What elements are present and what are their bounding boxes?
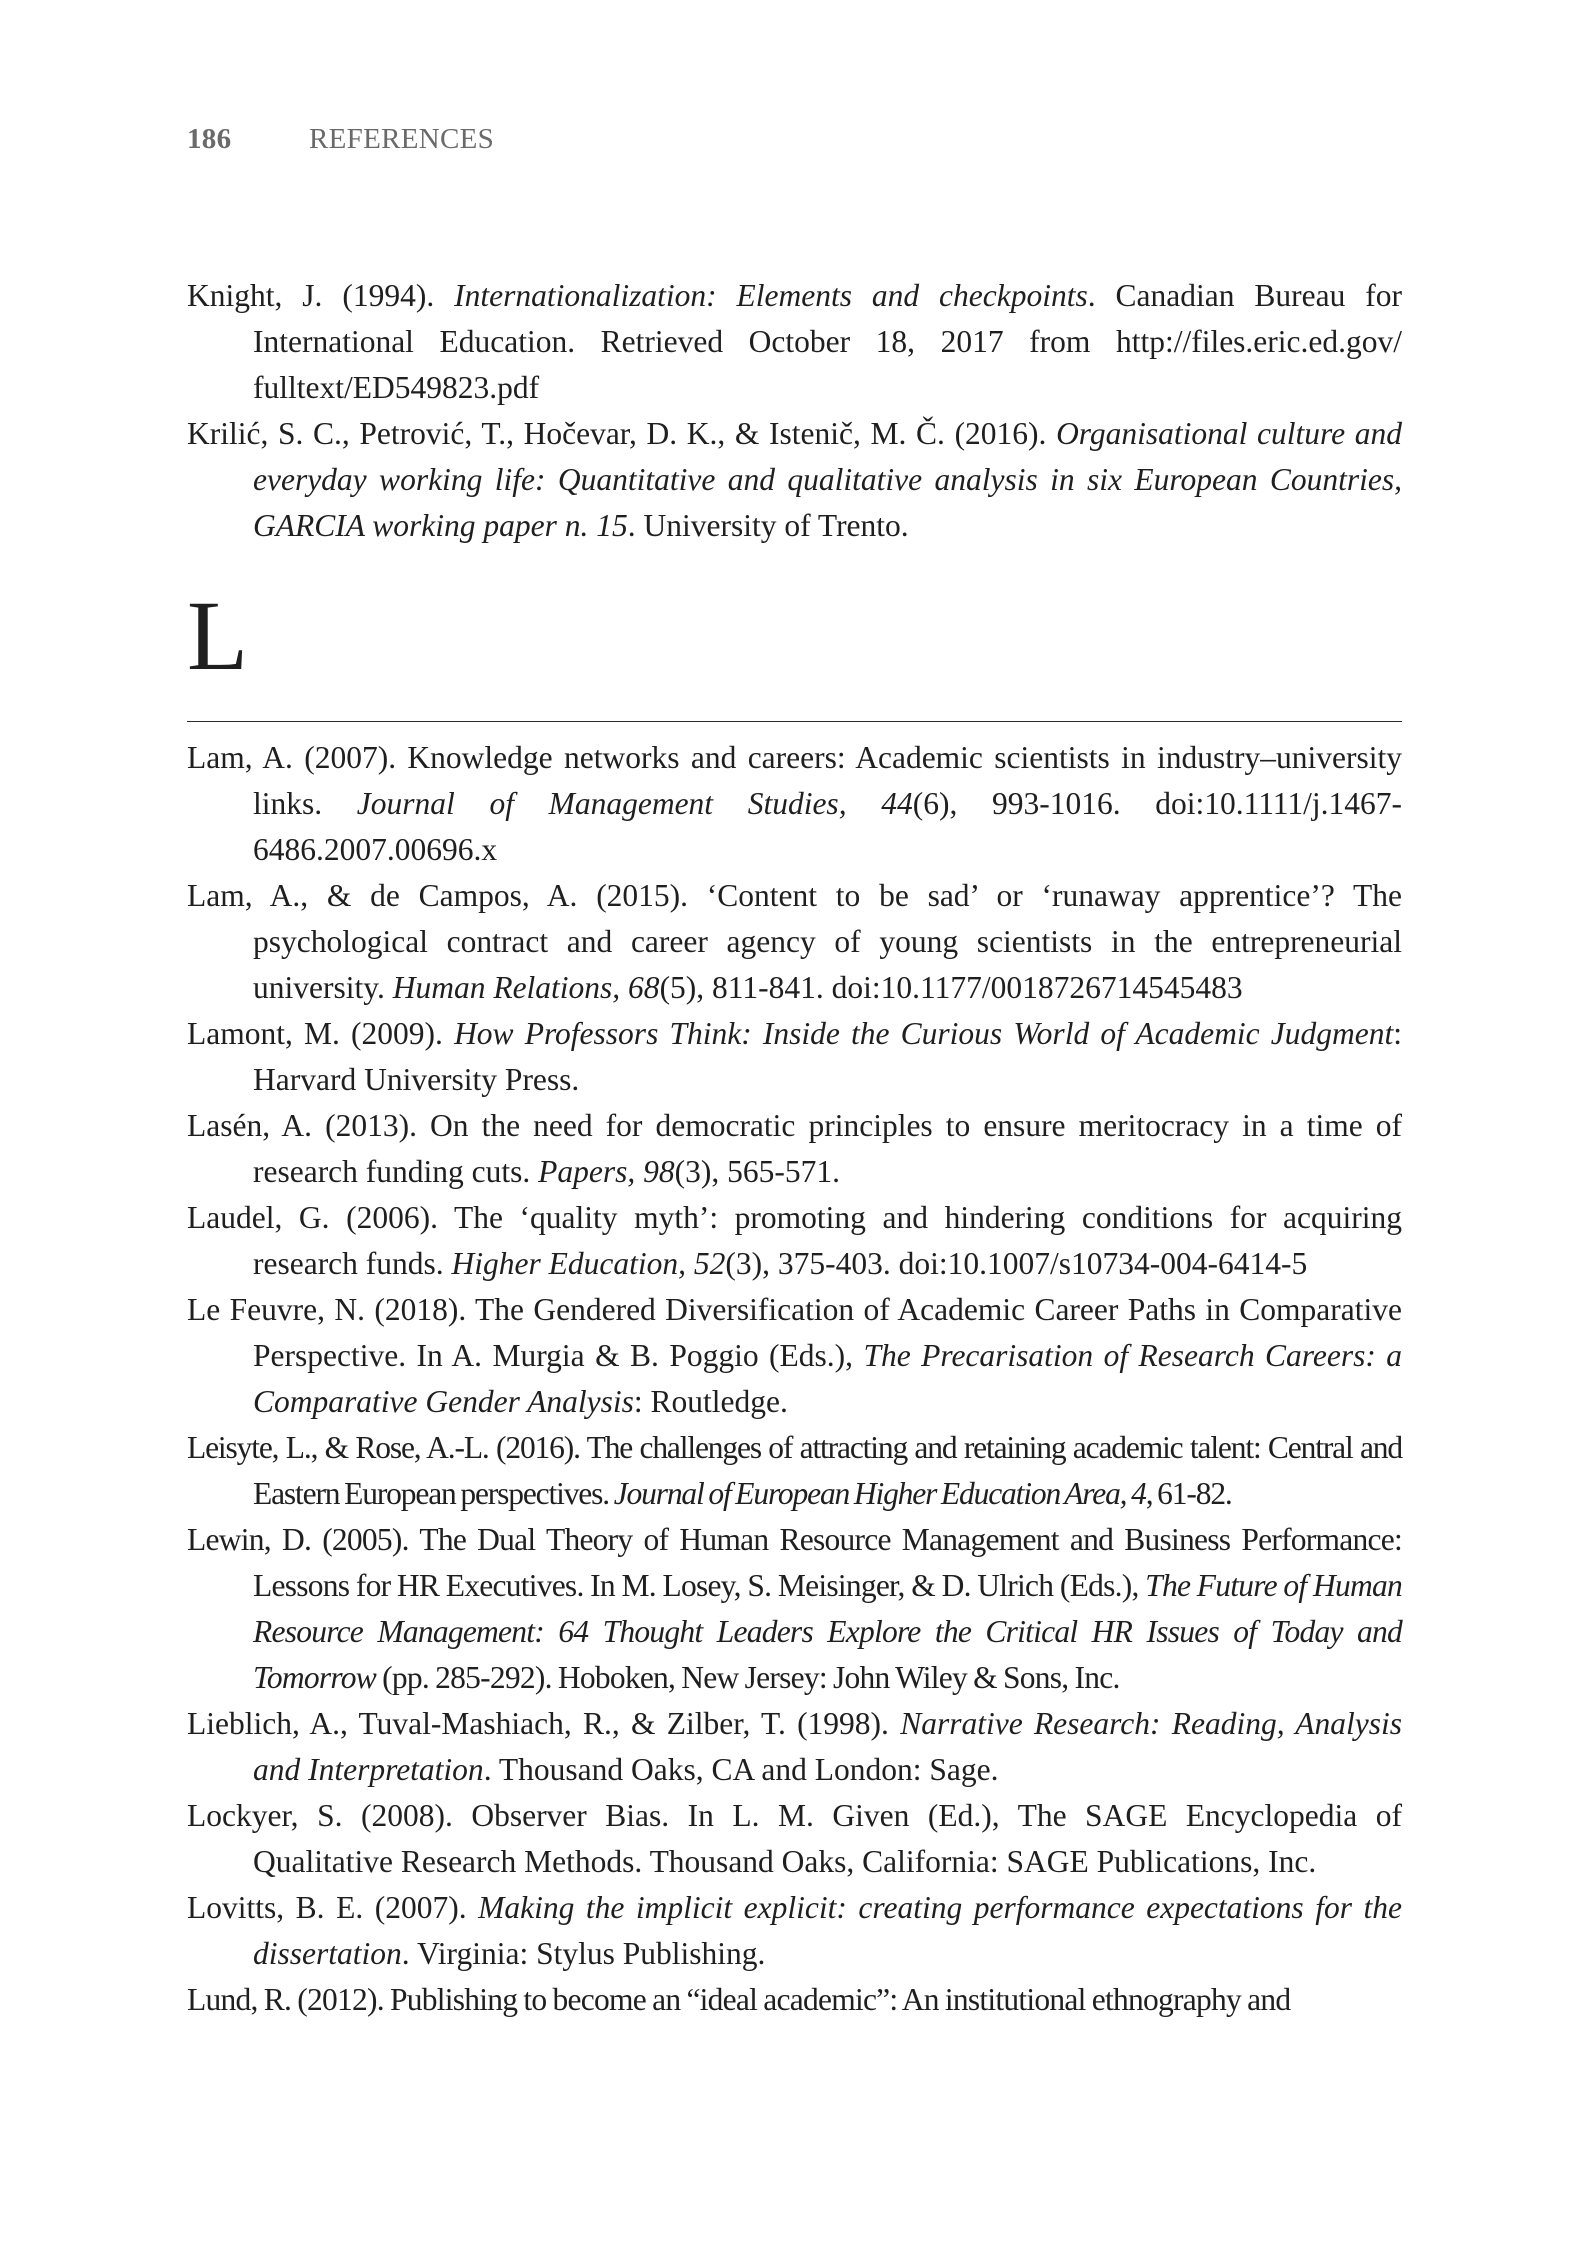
running-header-section: REFERENCES — [309, 123, 495, 155]
reference-entry: Lovitts, B. E. (2007). Making the implicit explicit: creating performance expectations for the dissertation. Virginia: Stylus Publishing. — [187, 1890, 1402, 1971]
reference-entry: Leisyte, L., & Rose, A.-L. (2016). The challenges of attracting and retaining academic talent: Central and Eastern European perspectives. Journal of European Higher Education Area, 4, 61-82. — [187, 1430, 1402, 1511]
reference-entry: Lund, R. (2012). Publishing to become an “ideal academic”: An institutional ethnography and — [187, 1982, 1291, 2017]
reference-entry: Le Feuvre, N. (2018). The Gendered Diversification of Academic Career Paths in Comparative Perspective. In A. Murgia & B. Poggio (Eds.), The Precarisation of Research Careers: a Comparative Gender Analysis: Routledge. — [187, 1292, 1403, 1419]
reference-entry: Lasén, A. (2013). On the need for democratic principles to ensure meritocracy in a time of research funding cuts. Papers, 98(3), 565-571. — [187, 1108, 1402, 1189]
page-number: 186 — [187, 123, 232, 155]
reference-entry: Knight, J. (1994). Internationalization: Elements and checkpoints. Canadian Bureau for International Education. Retrieved October 18, 2017 from http://files.eric.ed.gov/ fulltext/ED549823.pdf — [187, 278, 1402, 405]
reference-journal: The Future of Human Resource Management: 64 Thought Leaders Explore the Critical HR Issues of Today and Tomorrow — [253, 1568, 1402, 1695]
section-divider — [187, 721, 1402, 722]
reference-journal: Higher Education, 52 — [451, 1246, 726, 1281]
reference-entry: Lewin, D. (2005). The Dual Theory of Human Resource Management and Business Performance: Lessons for HR Executives. In M. Losey, S. Meisinger, & D. Ulrich (Eds.), The Future of Human Resource Management: 64 Thought Leaders Explore the Critical HR Issues of Today and Tomorrow (pp. 285-292). Hoboken, New Jersey: John Wiley & Sons, Inc. — [187, 1522, 1402, 1695]
reference-journal: Narrative Research: Reading, Analysis and Interpretation — [253, 1706, 1402, 1787]
reference-entry: Krilić, S. C., Petrović, T., Hočevar, D. K., & Istenič, M. Č. (2016). Organisational culture and everyday working life: Quantitative and qualitative analysis in six European Countries, GARCIA working paper n. 15. University of Trento. — [187, 416, 1402, 543]
reference-list-k — [187, 273, 1402, 549]
reference-entry: Laudel, G. (2006). The ‘quality myth’: promoting and hindering conditions for acquiring research funds. Higher Education, 52(3), 375-403. doi:10.1007/s10734-004-6414-5 — [187, 1200, 1402, 1281]
reference-entry: Lam, A., & de Campos, A. (2015). ‘Content to be sad’ or ‘runaway apprentice’? The psychological contract and career agency of young scientists in the entrepreneurial university. Human Relations, 68(5), 811-841. doi:10.1177/0018726714545483 — [187, 878, 1402, 1005]
reference-journal: How Professors Think: Inside the Curious World of Academic Judgment — [454, 1016, 1394, 1051]
reference-journal: Human Relations, 68 — [392, 970, 660, 1005]
running-header — [187, 123, 494, 156]
reference-journal: The Precarisation of Research Careers: a Comparative Gender Analysis — [253, 1338, 1403, 1419]
section-letter: L — [187, 580, 249, 691]
reference-journal: Journal of Management Studies, 44 — [356, 786, 913, 821]
reference-entry: Lamont, M. (2009). How Professors Think: Inside the Curious World of Academic Judgment: Harvard University Press. — [187, 1016, 1403, 1097]
reference-journal: Papers, 98 — [538, 1154, 675, 1189]
reference-title: Organisational culture and everyday working life: Quantitative and qualitative analysis in six European Countries, GARCIA working paper n. 15 — [253, 416, 1402, 543]
reference-title: Internationalization: Elements and checkpoints — [454, 278, 1088, 313]
reference-entry: Lieblich, A., Tuval-Mashiach, R., & Zilber, T. (1998). Narrative Research: Reading, Analysis and Interpretation. Thousand Oaks, CA and London: Sage. — [187, 1706, 1402, 1787]
reference-journal: Journal of European Higher Education Area, 4 — [613, 1476, 1146, 1511]
reference-list-l — [187, 735, 1402, 2023]
reference-entry: Lam, A. (2007). Knowledge networks and careers: Academic scientists in industry–university links. Journal of Management Studies, 44(6), 993-1016. doi:10.1111/j.1467-6486.2007.00696.x — [187, 740, 1402, 867]
reference-entry: Lockyer, S. (2008). Observer Bias. In L. M. Given (Ed.), The SAGE Encyclopedia of Qualitative Research Methods. Thousand Oaks, California: SAGE Publications, Inc. — [187, 1798, 1402, 1879]
reference-journal: Making the implicit explicit: creating performance expectations for the dissertation — [253, 1890, 1402, 1971]
